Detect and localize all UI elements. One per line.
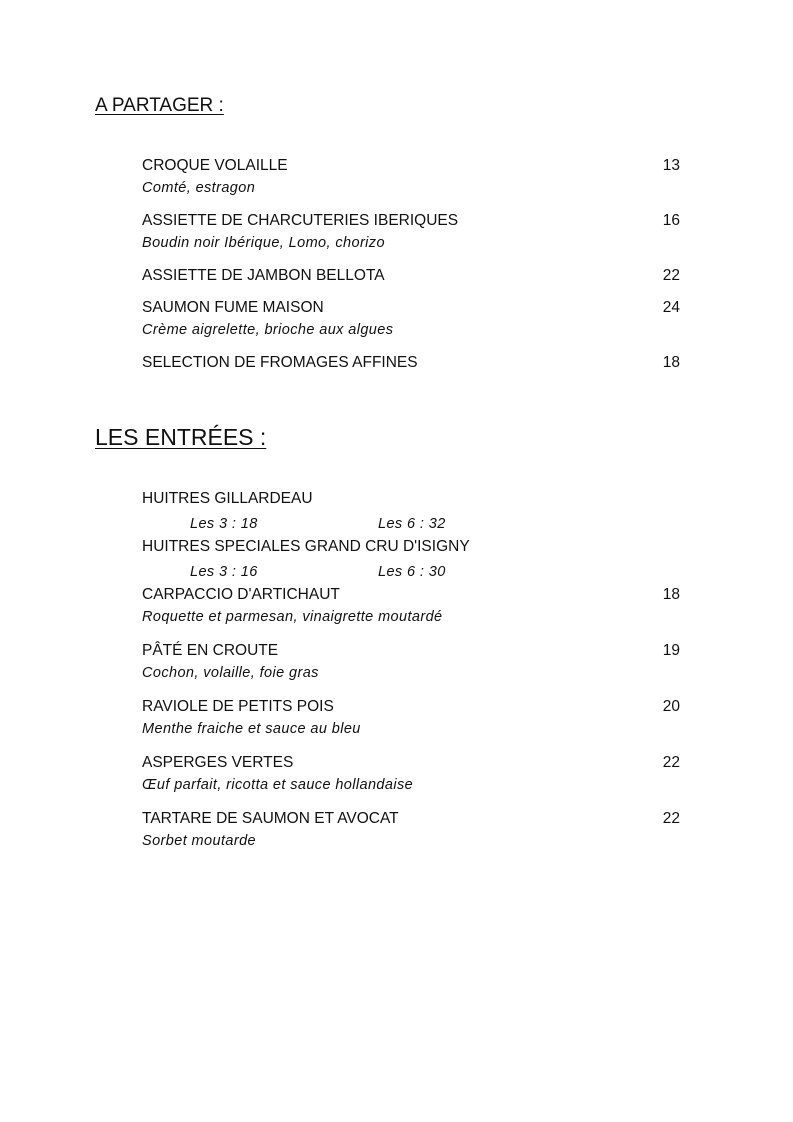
menu-item <box>142 696 680 752</box>
menu-item <box>142 265 680 297</box>
item-name: PÂTÉ EN CROUTE <box>142 642 279 659</box>
item-option-6: Les 6 : 30 <box>378 564 446 580</box>
item-price: 20 <box>662 698 680 715</box>
menu-item <box>142 536 680 584</box>
item-name: RAVIOLE DE PETITS POIS <box>142 698 334 715</box>
item-name: SELECTION DE FROMAGES AFFINES <box>142 354 418 371</box>
item-option-6: Les 6 : 32 <box>378 516 446 532</box>
item-name: ASPERGES VERTES <box>142 754 294 771</box>
item-description: Menthe fraiche et sauce au bleu <box>142 721 361 737</box>
item-name: ASSIETTE DE CHARCUTERIES IBERIQUES <box>142 212 459 229</box>
section-title-a-partager: A PARTAGER : <box>95 95 224 116</box>
item-name: TARTARE DE SAUMON ET AVOCAT <box>142 810 399 827</box>
menu-item <box>142 584 680 640</box>
item-name: CROQUE VOLAILLE <box>142 157 288 174</box>
item-name: HUITRES GILLARDEAU <box>142 490 313 507</box>
item-name: SAUMON FUME MAISON <box>142 299 324 316</box>
item-description: Crème aigrelette, brioche aux algues <box>142 322 394 338</box>
item-price: 16 <box>662 212 680 229</box>
item-description: Œuf parfait, ricotta et sauce hollandaise <box>142 777 414 793</box>
item-options <box>142 514 680 534</box>
menu-item <box>142 155 680 210</box>
item-description: Comté, estragon <box>142 180 256 196</box>
menu-item <box>142 297 680 352</box>
item-price: 24 <box>662 299 680 316</box>
item-name: ASSIETTE DE JAMBON BELLOTA <box>142 267 385 284</box>
section-title-les-entrees: LES ENTRÉES : <box>95 424 267 450</box>
item-description: Sorbet moutarde <box>142 833 257 849</box>
item-name: HUITRES SPECIALES GRAND CRU D'ISIGNY <box>142 538 470 555</box>
item-price: 22 <box>662 810 680 827</box>
menu-list-les-entrees <box>142 488 680 864</box>
menu-item <box>142 488 680 536</box>
item-description: Cochon, volaille, foie gras <box>142 665 319 681</box>
item-price: 13 <box>662 157 680 174</box>
menu-item <box>142 808 680 864</box>
item-option-3: Les 3 : 18 <box>190 516 258 532</box>
item-price: 22 <box>662 754 680 771</box>
item-price: 18 <box>662 354 680 371</box>
item-description: Roquette et parmesan, vinaigrette moutardé <box>142 609 443 625</box>
item-name: CARPACCIO D'ARTICHAUT <box>142 586 340 603</box>
menu-item <box>142 640 680 696</box>
item-price: 18 <box>662 586 680 603</box>
item-price: 22 <box>662 267 680 284</box>
menu-list-a-partager <box>142 155 680 384</box>
menu-item <box>142 210 680 265</box>
item-options <box>142 562 680 582</box>
item-description: Boudin noir Ibérique, Lomo, chorizo <box>142 235 385 251</box>
item-option-3: Les 3 : 16 <box>190 564 258 580</box>
item-price: 19 <box>662 642 680 659</box>
menu-item <box>142 352 680 384</box>
menu-item <box>142 752 680 808</box>
